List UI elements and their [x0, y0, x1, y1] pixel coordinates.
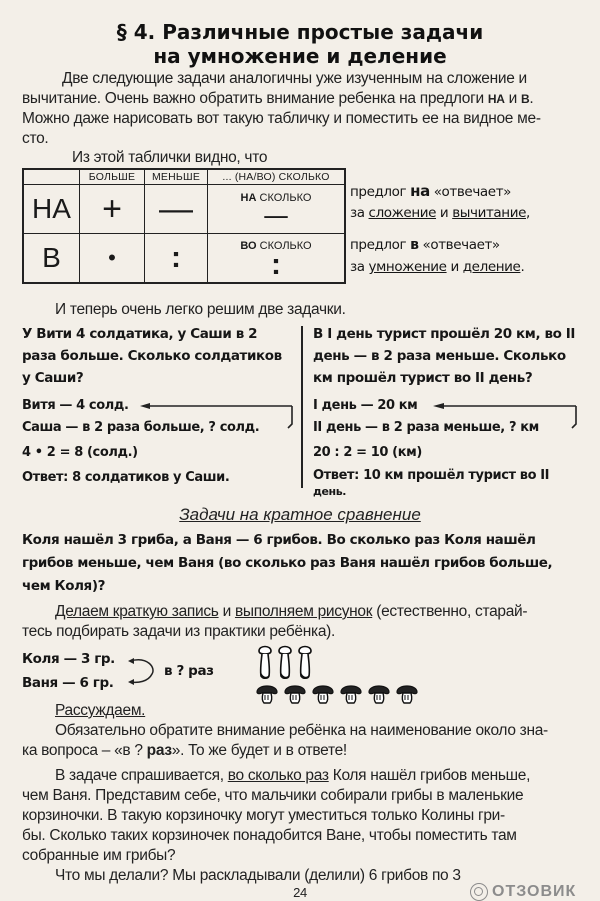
- right-solution: 20 : 2 = 10 (км): [313, 445, 422, 460]
- minus-sign: —: [145, 185, 208, 234]
- right-record-2: II день — в 2 раза меньше, ? км: [313, 420, 539, 435]
- right-arrow-bracket: [430, 402, 580, 432]
- comparison-arc-arrow: [126, 653, 162, 689]
- left-solution: 4 • 2 = 8 (солд.): [22, 445, 138, 460]
- rule-text: «отвечает»: [418, 237, 500, 253]
- note-line1: Обязательно обратите внимание ребёнка на наименование около зна-: [55, 722, 548, 739]
- watermark-circle-icon: [470, 883, 488, 901]
- left-record-2: Саша — в 2 раза больше, ? солд.: [22, 420, 260, 435]
- plus-sign: +: [80, 185, 145, 234]
- mushroom-round-icon: [368, 682, 390, 704]
- kolya-record: Коля — 3 гр.: [22, 651, 115, 667]
- mushroom-round-icon: [312, 682, 334, 704]
- mushroom-tall-icon: [276, 644, 294, 680]
- para-line1: [55, 766, 530, 786]
- left-arrow-bracket: [138, 402, 296, 432]
- note-line2: [22, 741, 347, 761]
- column-divider: [301, 326, 303, 488]
- instruction-line2: тесь подбирать задачи из практики ребёнка).: [22, 623, 336, 640]
- left-problem-line2: раза больше. Сколько солдатиков: [22, 348, 282, 364]
- subsection-heading: Задачи на кратное сравнение: [179, 505, 421, 524]
- mushroom-round-icon: [340, 682, 362, 704]
- minus-sign: —: [263, 200, 289, 231]
- para-line3: корзиночки. В такую корзиночку могут уместиться только Колины гри-: [22, 807, 505, 824]
- rule-text: ,: [526, 205, 530, 221]
- reasoning-label: Рассуждаем.: [55, 702, 146, 719]
- table-header-more: БОЛЬШЕ: [80, 169, 145, 185]
- row-label-v: В: [23, 234, 80, 284]
- rule-na-word: на: [410, 182, 430, 200]
- note-bold-raz: раз: [146, 742, 172, 759]
- mushroom-round-icon: [256, 682, 278, 704]
- row-label-na: НА: [23, 185, 80, 234]
- left-problem-line1: У Вити 4 солдатика, у Саши в 2: [22, 326, 258, 342]
- table-caption: Из этой таблички видно, что: [72, 149, 268, 166]
- na-bold: НА: [240, 191, 257, 204]
- intro-line-2: [22, 89, 533, 109]
- rule-na-line2: [350, 203, 530, 223]
- left-record-1: Витя — 4 солд.: [22, 398, 129, 413]
- rule-text: за: [350, 205, 369, 221]
- vo-skolko-cell: [208, 234, 346, 284]
- para-line2: чем Ваня. Представим себе, что мальчики собирали грибы в маленькие: [22, 787, 524, 804]
- watermark-text: ОТЗОВИК: [492, 883, 577, 900]
- kolya-mushrooms-row: [256, 644, 316, 680]
- rule-division: деление: [462, 259, 521, 275]
- rule-text: за: [350, 259, 369, 275]
- skolko-text: СКОЛЬКО: [256, 239, 312, 252]
- intro-text: вычитание. Очень важно обратить внимание ребенка на предлоги: [22, 90, 488, 107]
- na-skolko-cell: [208, 185, 346, 234]
- rule-text: предлог: [350, 184, 411, 200]
- watermark-logo: [470, 883, 576, 901]
- para-text: В задаче спрашивается,: [55, 767, 228, 784]
- intro-and: и: [504, 90, 521, 107]
- mushroom-tall-icon: [256, 644, 274, 680]
- mushroom-round-icon: [396, 682, 418, 704]
- rule-subtraction: вычитание: [452, 205, 526, 221]
- mushroom-tall-icon: [296, 644, 314, 680]
- rule-v-line1: [350, 235, 500, 255]
- divide-colon: :: [145, 234, 208, 284]
- rule-v-line2: [350, 257, 524, 277]
- instruction-line1: [55, 602, 527, 622]
- para-text: Коля нашёл грибов меньше,: [328, 767, 531, 784]
- table-row-na: [23, 185, 345, 234]
- rule-na-line1: [350, 181, 511, 202]
- last-line: Что мы делали? Мы раскладывали (делили) 6 грибов по 3: [55, 867, 461, 884]
- preposition-table: [22, 168, 346, 284]
- right-record-1: I день — 20 км: [313, 398, 418, 413]
- rule-addition: сложение: [368, 205, 437, 221]
- question-times: в ? раз: [164, 663, 214, 679]
- skolko-text: СКОЛЬКО: [256, 191, 312, 204]
- rule-text: предлог: [350, 237, 411, 253]
- right-problem-line1: В I день турист прошёл 20 км, во II: [313, 326, 576, 342]
- mushroom-problem-line1: Коля нашёл 3 гриба, а Ваня — 6 грибов. Во сколько раз Коля нашёл: [22, 532, 536, 548]
- note-text: ка вопроса – «в ?: [22, 742, 147, 759]
- section-title-line2: на умножение и деление: [153, 44, 447, 68]
- multiply-dot: •: [80, 234, 145, 284]
- table-header-row: [23, 169, 345, 185]
- rule-text: «отвечает»: [429, 184, 512, 200]
- preposition-na: НА: [487, 92, 505, 106]
- right-answer-line2: день.: [313, 485, 347, 498]
- para-line4: бы. Сколько таких корзиночек понадобится Ване, чтобы поместить там: [22, 827, 517, 844]
- rule-text: .: [520, 259, 525, 275]
- vanya-record: Ваня — 6 гр.: [22, 675, 114, 691]
- preposition-v: В: [520, 92, 530, 106]
- mushroom-problem-line2: грибов меньше, чем Ваня (во сколько раз Ваня нашёл грибов больше,: [22, 555, 553, 571]
- section-title-line1: § 4. Различные простые задачи: [116, 20, 484, 44]
- right-problem-line3: км прошёл турист во II день?: [313, 370, 533, 386]
- left-answer: Ответ: 8 солдатиков у Саши.: [22, 470, 230, 485]
- intro-line-1: Две следующие задачи аналогичны уже изученным на сложение и: [62, 70, 527, 87]
- page-number: 24: [293, 885, 307, 900]
- intro-line-4: сто.: [22, 130, 49, 147]
- intro-line-3: Можно даже нарисовать вот такую табличку и поместить ее на видное ме-: [22, 110, 541, 127]
- mushroom-problem-line3: чем Коля)?: [22, 578, 106, 594]
- vo-bold: ВО: [240, 239, 257, 252]
- instruction-drawing: выполняем рисунок: [234, 603, 373, 620]
- rule-text: и: [436, 205, 453, 221]
- table-row-v: [23, 234, 345, 284]
- table-header-empty: [23, 169, 80, 185]
- note-text: ». То же будет и в ответе!: [171, 742, 347, 759]
- table-header-how-much: ... (НА/ВО) СКОЛЬКО: [208, 169, 346, 185]
- instruction-short-record: Делаем краткую запись: [55, 603, 219, 620]
- intro-end: .: [529, 90, 534, 107]
- right-problem-line2: день — в 2 раза меньше. Сколько: [313, 348, 566, 364]
- vanya-mushrooms-row: [256, 682, 424, 704]
- rule-text: и: [446, 259, 463, 275]
- table-header-less: МЕНЬШЕ: [145, 169, 208, 185]
- instruction-text: (естественно, старай-: [372, 603, 528, 620]
- divide-colon: :: [271, 247, 281, 281]
- instruction-text: и: [218, 603, 235, 620]
- rule-multiplication: умножение: [368, 259, 447, 275]
- mushroom-round-icon: [284, 682, 306, 704]
- para-underlined: во сколько раз: [227, 767, 329, 784]
- rule-v-word: в: [410, 237, 419, 253]
- para-line5: собранные им грибы?: [22, 847, 176, 864]
- left-problem-line3: у Саши?: [22, 370, 84, 386]
- right-answer-line1: Ответ: 10 км прошёл турист во II: [313, 468, 550, 483]
- transition-text: И теперь очень легко решим две задачки.: [55, 301, 346, 318]
